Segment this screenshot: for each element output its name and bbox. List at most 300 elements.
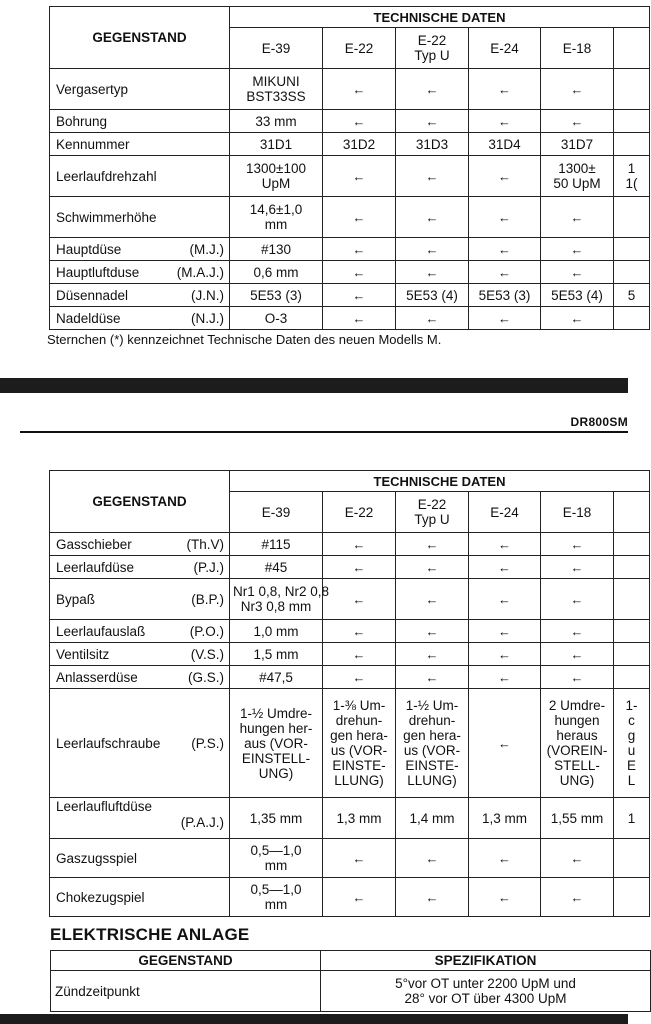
value-cell: [396, 689, 469, 798]
value-line: ←: [498, 623, 511, 639]
value-line: 31D4: [488, 136, 521, 152]
value-line: #130: [260, 241, 292, 257]
value-line: 1,55 mm: [550, 810, 604, 826]
value-cell: [469, 110, 541, 133]
table-row: [50, 556, 650, 579]
header-row: [50, 7, 650, 28]
column-header-line: E-22: [344, 504, 374, 520]
table-row: [50, 307, 650, 330]
value-line: ←: [570, 241, 584, 257]
value-line: ←: [570, 850, 584, 866]
row-label-cell: [50, 69, 230, 110]
column-header: [469, 492, 541, 533]
value-line: ←: [498, 310, 511, 326]
value-cell: [469, 156, 541, 197]
value-cell: [396, 110, 469, 133]
value-cell: [614, 238, 650, 261]
row-label-cell: [50, 261, 230, 284]
value-cell: [614, 839, 650, 878]
row-abbreviation: (P.S.): [191, 735, 224, 751]
row-label: Leerlaufdrehzahl: [56, 168, 157, 184]
value-cell: [469, 643, 541, 666]
value-cell: [323, 666, 396, 689]
value-cell: [541, 798, 614, 839]
value-line: 1,5 mm: [253, 646, 299, 662]
value-cell: [323, 133, 396, 156]
value-line: ←: [498, 646, 511, 662]
row-label: Bypaß: [56, 591, 96, 607]
value-cell: [230, 110, 323, 133]
value-cell: [396, 878, 469, 917]
row-abbreviation: (B.P.): [191, 591, 224, 607]
value-line: ←: [425, 889, 439, 905]
row-label-cell: [50, 238, 230, 261]
value-cell: [614, 133, 650, 156]
value-line: ←: [425, 536, 439, 552]
section-title-electrical: ELEKTRISCHE ANLAGE: [50, 925, 250, 944]
value-line: ←: [498, 81, 511, 97]
value-line: ←: [352, 623, 366, 639]
value-line: 1: [627, 161, 636, 176]
column-header: [614, 492, 650, 533]
value-cell: [541, 238, 614, 261]
value-cell: [469, 798, 541, 839]
value-cell: [614, 643, 650, 666]
value-line: ←: [352, 889, 366, 905]
row-label: Schwimmerhöhe: [56, 209, 157, 225]
value-cell: [323, 156, 396, 197]
value-cell: [541, 878, 614, 917]
value-line: ←: [570, 669, 584, 685]
value-line: UNG): [559, 773, 595, 788]
value-line: ←: [352, 168, 366, 184]
value-cell: [541, 579, 614, 620]
value-cell: [230, 579, 330, 620]
row-label: Leerlaufdüse: [56, 559, 135, 575]
column-header-line: E-39: [261, 504, 291, 520]
value-cell: [541, 620, 614, 643]
value-line: LLUNG): [334, 773, 384, 788]
value-line: ←: [352, 287, 366, 303]
value-cell: [323, 261, 396, 284]
value-line: #45: [264, 559, 288, 575]
value-line: 2 Umdre-: [548, 698, 606, 713]
value-line: 31D3: [415, 136, 449, 152]
value-cell: [396, 643, 469, 666]
row-abbreviation: (N.J.): [191, 310, 224, 326]
value-cell: [396, 579, 469, 620]
value-line: ←: [352, 646, 366, 662]
row-label-cell: [50, 878, 230, 917]
value-line: ←: [498, 113, 511, 129]
value-cell: [396, 261, 469, 284]
value-line: Nr3 0,8 mm: [240, 599, 312, 614]
electrical-spec-table: [50, 950, 651, 1012]
value-line: UNG): [258, 765, 294, 781]
value-line: ←: [498, 241, 511, 257]
row-label: Düsennadel: [56, 287, 129, 303]
table-row: [50, 261, 650, 284]
value-line: ←: [570, 646, 584, 662]
value-cell: [230, 284, 323, 307]
value-cell: [230, 69, 323, 110]
value-cell: [396, 666, 469, 689]
carburetor-spec-table-1: [49, 6, 650, 330]
column-header: [396, 28, 469, 69]
value-line: ←: [352, 536, 366, 552]
value-line: 5: [627, 287, 636, 303]
row-abbreviation: (M.J.): [189, 241, 224, 257]
column-header: [541, 492, 614, 533]
row-label: Leerlaufschraube: [56, 735, 161, 751]
column-header: [541, 28, 614, 69]
column-header-line: E-24: [490, 504, 519, 520]
table-row: [50, 839, 650, 878]
value-cell: [541, 839, 614, 878]
row-label: Gaszugsspiel: [56, 850, 138, 866]
value-line: ←: [425, 623, 439, 639]
value-cell: [469, 307, 541, 330]
value-cell: [469, 238, 541, 261]
value-line: ←: [498, 889, 511, 905]
value-cell: [230, 839, 323, 878]
value-cell: [230, 197, 323, 238]
value-line: 0,5—1,0: [250, 882, 302, 897]
value-line: 1300±100: [246, 161, 306, 176]
row-label: Chokezugspiel: [56, 889, 145, 905]
value-cell: [230, 689, 323, 798]
value-cell: [614, 261, 650, 284]
column-header-line: E-18: [562, 40, 592, 56]
value-line: gen hera-: [403, 728, 461, 743]
value-line: ←: [425, 209, 439, 225]
row-label: Anlasserdüse: [56, 669, 138, 685]
value-line: ←: [352, 241, 366, 257]
value-line: O-3: [264, 310, 288, 326]
value-line: ←: [570, 559, 584, 575]
value-cell: [323, 839, 396, 878]
value-cell: [323, 533, 396, 556]
table-row: [50, 284, 650, 307]
value-line: 1,3 mm: [481, 810, 527, 826]
table-row: [50, 110, 650, 133]
value-cell: [230, 556, 323, 579]
header-gegenstand: GEGENSTAND: [50, 7, 230, 69]
table-row: [50, 197, 650, 238]
value-line: ←: [352, 209, 366, 225]
model-header: DR800SM: [570, 415, 628, 429]
value-line: ←: [425, 669, 439, 685]
value-cell: [396, 156, 469, 197]
table-row: [50, 238, 650, 261]
column-header-line: E-22: [344, 40, 374, 56]
value-cell: [396, 284, 469, 307]
value-line: ←: [352, 591, 366, 607]
value-line: 1-⅜ Um-: [332, 698, 386, 713]
table-row: [50, 133, 650, 156]
row-abbreviation: (V.S.): [190, 646, 224, 662]
value-cell: [396, 307, 469, 330]
value-line: ←: [425, 559, 439, 575]
value-cell: [396, 197, 469, 238]
value-line: ←: [570, 310, 584, 326]
row-label: Kennummer: [56, 136, 130, 152]
row-abbreviation: (Th.V): [186, 536, 224, 552]
value-cell: [614, 798, 650, 839]
value-line: EINSTELL-: [241, 750, 311, 766]
value-line: LLUNG): [407, 773, 457, 788]
value-line: 50 UpM: [553, 176, 601, 191]
column-header-line: Typ U: [414, 48, 450, 63]
value-line: hungen her-: [239, 720, 313, 736]
row-label: Nadeldüse: [56, 310, 121, 326]
value-line: ←: [425, 168, 439, 184]
table-row: [50, 643, 650, 666]
row-label-cell: [50, 839, 230, 878]
value-line: ←: [498, 559, 511, 575]
value-cell: [541, 533, 614, 556]
value-cell: [323, 643, 396, 666]
value-line: ←: [352, 264, 366, 280]
row-label: Gasschieber: [56, 536, 132, 552]
value-cell: [469, 556, 541, 579]
value-cell: [230, 620, 323, 643]
value-cell: [541, 261, 614, 284]
row-label-cell: [50, 579, 230, 620]
value-cell: [323, 556, 396, 579]
value-cell: [541, 156, 614, 197]
value-line: ←: [498, 850, 511, 866]
value-line: ←: [570, 591, 584, 607]
value-line: ←: [498, 591, 511, 607]
value-line: EINSTE-: [332, 758, 386, 773]
value-line: EINSTE-: [405, 758, 459, 773]
value-cell: [230, 533, 323, 556]
value-line: ←: [352, 113, 366, 129]
row-label: Hauptluftduse: [56, 264, 140, 280]
value-line: ←: [498, 536, 511, 552]
value-line: ←: [425, 310, 439, 326]
column-header: [469, 28, 541, 69]
row-abbreviation: (M.A.J.): [176, 264, 224, 280]
value-cell: [469, 261, 541, 284]
value-cell: [323, 197, 396, 238]
electrical-row-value: 5°vor OT unter 2200 UpM und 28° vor OT über 4300 UpM: [321, 971, 651, 1012]
column-header: [230, 28, 323, 69]
value-line: ←: [352, 669, 366, 685]
value-line: 1-: [625, 698, 638, 713]
value-line: ←: [498, 168, 511, 184]
value-line: 5E53 (3): [250, 287, 302, 303]
value-line: L: [627, 773, 636, 788]
value-line: us (VOR-: [330, 743, 388, 758]
value-cell: [541, 666, 614, 689]
value-cell: [323, 878, 396, 917]
value-cell: [396, 533, 469, 556]
value-line: ←: [570, 81, 584, 97]
value-line: 1,0 mm: [253, 623, 299, 639]
value-line: UpM: [261, 176, 291, 191]
value-cell: [230, 643, 323, 666]
value-line: ←: [425, 850, 439, 866]
value-line: Nr1 0,8, Nr2 0,8: [233, 584, 330, 599]
value-cell: [614, 284, 650, 307]
value-cell: [230, 238, 323, 261]
value-cell: [396, 69, 469, 110]
value-line: ←: [570, 889, 584, 905]
value-cell: [469, 878, 541, 917]
value-line: ←: [570, 113, 584, 129]
value-cell: [230, 156, 323, 197]
table-row: [51, 971, 651, 1012]
value-line: 1,4 mm: [409, 810, 455, 826]
value-line: 1300±: [558, 161, 596, 176]
value-cell: [614, 110, 650, 133]
value-line: ←: [352, 559, 366, 575]
value-line: 0,6 mm: [253, 264, 299, 280]
row-label-cell: [50, 556, 230, 579]
value-line: g: [627, 728, 636, 743]
value-line: ←: [498, 735, 511, 751]
value-cell: [541, 197, 614, 238]
value-line: ←: [498, 669, 511, 685]
manual-page-top: [0, 0, 638, 378]
value-cell: [323, 238, 396, 261]
value-cell: [230, 666, 323, 689]
column-header-line: E-22: [417, 497, 447, 512]
table-row: [50, 69, 650, 110]
value-line: #115: [261, 536, 291, 552]
value-line: 1-½ Um-: [405, 698, 459, 713]
header-technische-daten: TECHNISCHE DATEN: [230, 7, 650, 28]
electrical-header-item: GEGENSTAND: [51, 951, 321, 971]
row-label-cell: [50, 643, 230, 666]
value-line: 1-½ Umdre-: [239, 705, 312, 721]
value-line: u: [627, 743, 636, 758]
value-cell: [614, 556, 650, 579]
row-label: Ventilsitz: [56, 646, 110, 662]
value-line: ←: [425, 591, 439, 607]
row-abbreviation: (G.S.): [188, 669, 224, 685]
electrical-header-row: [51, 951, 651, 971]
table-row: [50, 689, 650, 798]
value-cell: [396, 620, 469, 643]
row-abbreviation: (P.J.): [193, 559, 224, 575]
value-cell: [469, 666, 541, 689]
value-line: 14,6±1,0: [249, 202, 303, 217]
value-cell: [323, 307, 396, 330]
footnote: Sternchen (*) kennzeichnet Technische Daten des neuen Modells M.: [47, 332, 442, 347]
table-row: [50, 579, 650, 620]
value-line: drehun-: [335, 713, 383, 728]
value-line: 1,35 mm: [249, 810, 303, 826]
value-cell: [469, 133, 541, 156]
value-line: 0,5—1,0: [250, 843, 302, 858]
row-label-cell: [50, 197, 230, 238]
table-row: [50, 156, 650, 197]
value-line: BST33SS: [246, 89, 306, 104]
value-line: MIKUNI: [252, 74, 300, 89]
value-line: aus (VOR-: [244, 735, 308, 751]
row-label: Hauptdüse: [56, 241, 122, 257]
row-label-cell: [50, 798, 230, 839]
value-line: 31D2: [342, 136, 376, 152]
column-header: [230, 492, 323, 533]
value-line: ←: [498, 209, 511, 225]
value-line: heraus: [556, 728, 598, 743]
column-header: [323, 492, 396, 533]
electrical-row-label: Zündzeitpunkt: [51, 971, 321, 1012]
value-line: mm: [264, 897, 288, 912]
row-label-cell: [50, 689, 230, 798]
value-line: hungen: [554, 713, 600, 728]
electrical-header-spec: SPEZIFIKATION: [321, 951, 651, 971]
value-line: #47,5: [259, 669, 293, 685]
value-cell: [323, 798, 396, 839]
value-cell: [614, 878, 650, 917]
row-label: Leerlaufluftdüse: [56, 799, 153, 814]
value-cell: [614, 579, 650, 620]
value-cell: [323, 69, 396, 110]
value-cell: [230, 261, 323, 284]
column-header: [323, 28, 396, 69]
value-line: ←: [570, 623, 584, 639]
value-line: ←: [425, 264, 439, 280]
value-cell: [614, 307, 650, 330]
value-cell: [469, 620, 541, 643]
value-cell: [396, 133, 469, 156]
value-cell: [230, 878, 323, 917]
value-cell: [323, 579, 396, 620]
value-line: 1(: [625, 176, 638, 191]
header-row: [50, 471, 650, 492]
value-line: 31D1: [259, 136, 293, 152]
value-line: STELL-: [554, 758, 600, 773]
header-rule: [20, 431, 628, 433]
value-line: ←: [425, 241, 439, 257]
value-cell: [469, 284, 541, 307]
value-line: gen hera-: [330, 728, 388, 743]
value-line: us (VOR-: [403, 743, 461, 758]
table-row: [50, 533, 650, 556]
value-cell: [396, 556, 469, 579]
table-row: [50, 878, 650, 917]
value-line: mm: [264, 217, 288, 232]
value-line: 5E53 (4): [551, 287, 603, 303]
value-cell: [541, 307, 614, 330]
page-bottom-edge: [0, 1014, 628, 1024]
column-header-line: E-18: [562, 504, 592, 520]
header-gegenstand: GEGENSTAND: [50, 471, 230, 533]
value-cell: [541, 643, 614, 666]
row-label-cell: [50, 284, 230, 307]
value-cell: [614, 620, 650, 643]
value-line: ←: [570, 209, 584, 225]
carburetor-spec-table-2: [49, 470, 650, 917]
value-cell: [614, 197, 650, 238]
value-cell: [541, 689, 614, 798]
value-cell: [541, 133, 614, 156]
value-cell: [614, 689, 650, 798]
value-line: ←: [425, 113, 439, 129]
value-cell: [469, 69, 541, 110]
row-label: Leerlaufauslaß: [56, 623, 146, 639]
value-line: ←: [498, 264, 511, 280]
value-line: ←: [425, 646, 439, 662]
value-cell: [614, 533, 650, 556]
row-abbreviation: (P.O.): [189, 623, 224, 639]
header-technische-daten: TECHNISCHE DATEN: [230, 471, 650, 492]
